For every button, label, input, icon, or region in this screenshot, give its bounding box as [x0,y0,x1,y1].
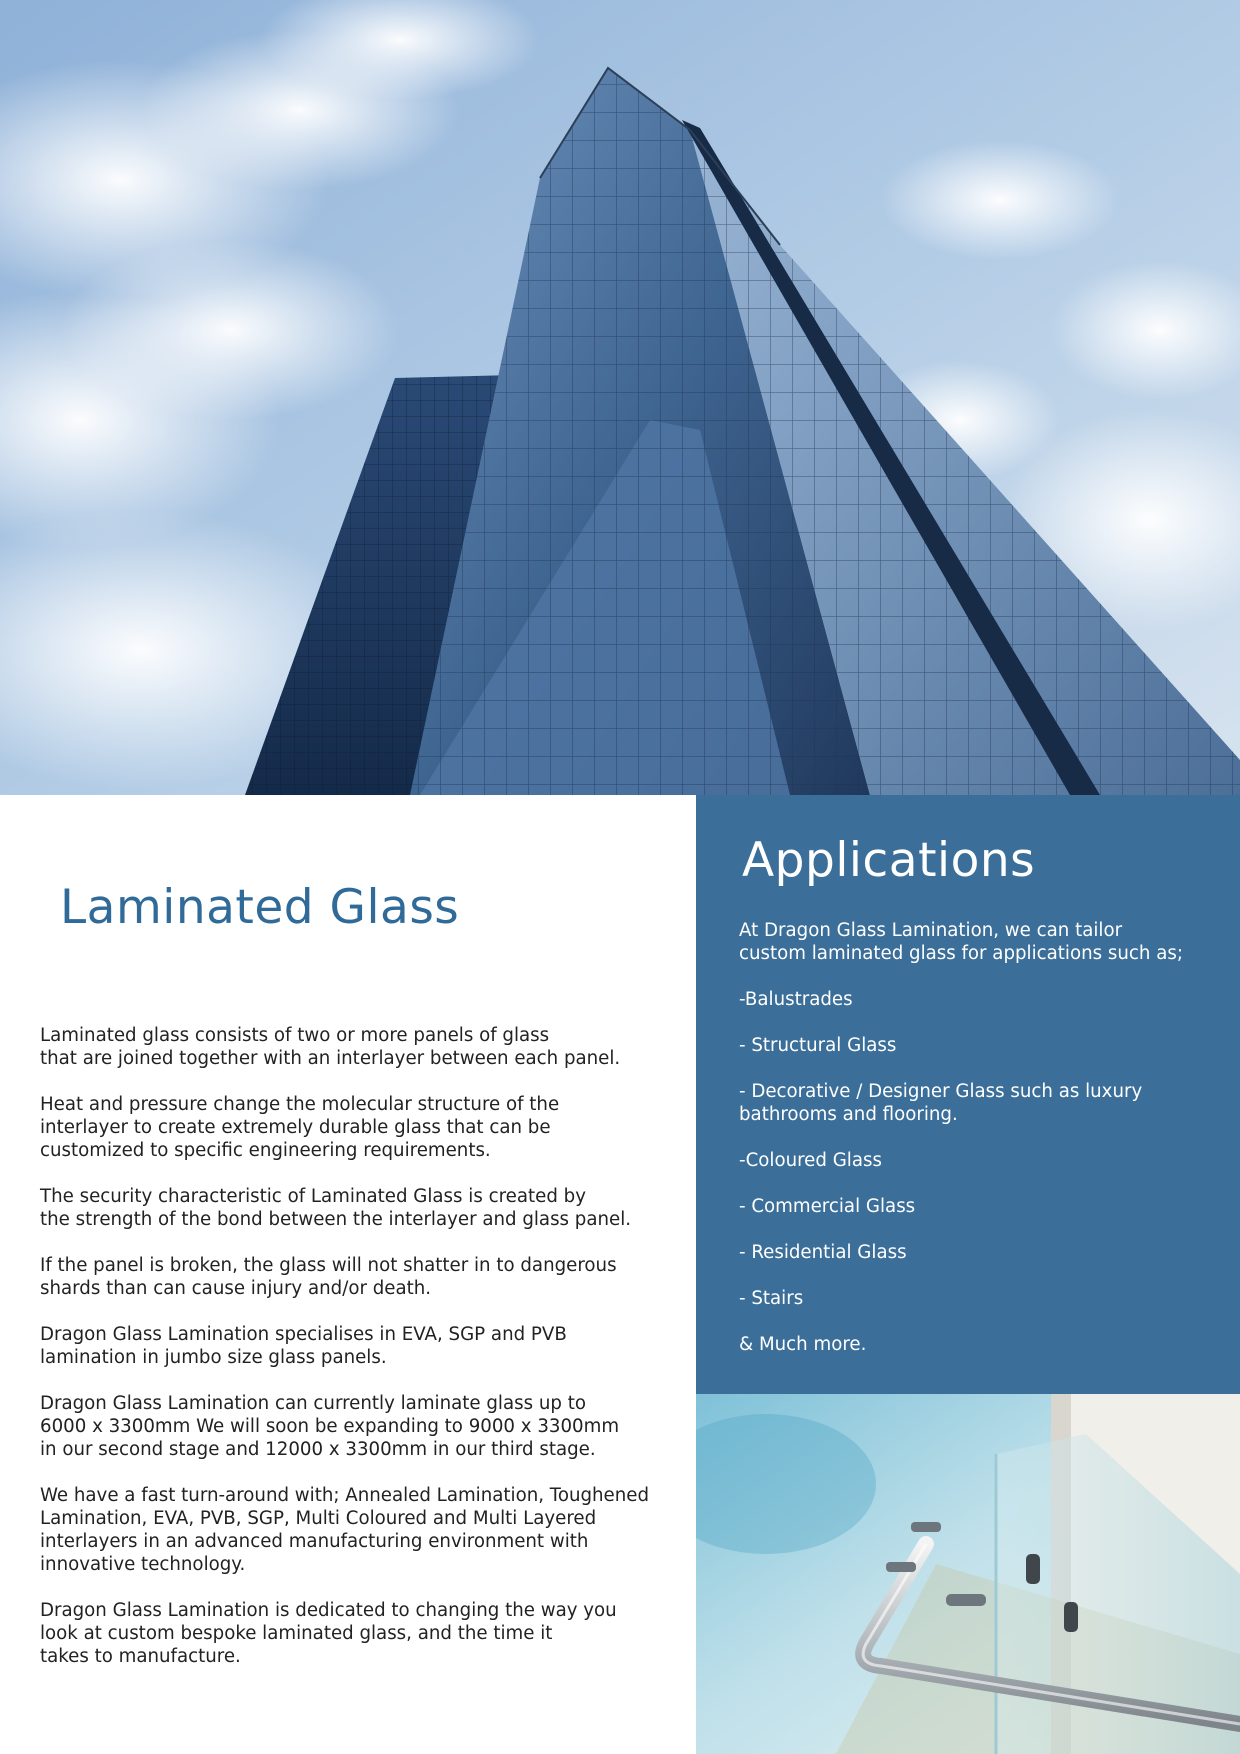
list-item: - Commercial Glass [739,1196,916,1217]
paragraph: If the panel is broken, the glass will not shatter in to dangerous shards than can cause injury and/or death. [40,1255,617,1299]
applications-panel [696,795,1240,1394]
applications-intro: At Dragon Glass Lamination, we can tailor custom laminated glass for applications such as; [739,920,1183,964]
list-item: - Decorative / Designer Glass such as luxury bathrooms and flooring. [739,1081,1143,1125]
applications-title: Applications [742,833,1036,888]
list-item: & Much more. [739,1334,867,1355]
skyscraper-illustration [0,0,1240,795]
paragraph: Heat and pressure change the molecular structure of the interlayer to create extremely durable glass that can be customized to specific engineering requirements. [40,1094,560,1161]
paragraph: Dragon Glass Lamination is dedicated to changing the way you look at custom bespoke laminated glass, and the time it takes to manufacture. [40,1600,617,1667]
paragraph: Dragon Glass Lamination can currently laminate glass up to 6000 x 3300mm We will soon be expanding to 9000 x 3300mm in our second stage and 12000 x 3300mm in our third stage. [40,1393,620,1460]
list-item: -Coloured Glass [739,1150,882,1171]
list-item: - Residential Glass [739,1242,907,1263]
list-item: - Structural Glass [739,1035,897,1056]
list-item: - Stairs [739,1288,804,1309]
hero-photo [0,0,1240,795]
paragraph: Dragon Glass Lamination specialises in EVA, SGP and PVB lamination in jumbo size glass panels. [40,1324,567,1368]
applications-list [739,988,1239,1379]
balustrade-photo [696,1394,1240,1754]
paragraph: The security characteristic of Laminated Glass is created by the strength of the bond between the interlayer and glass panel. [40,1186,632,1230]
paragraph: Laminated glass consists of two or more panels of glass that are joined together with an interlayer between each panel. [40,1025,621,1069]
body-text [40,1024,690,1691]
paragraph: We have a fast turn-around with; Annealed Lamination, Toughened Lamination, EVA, PVB, SGP, Multi Coloured and Multi Layered interlayers in an advanced manufacturing environment with innovative technology. [40,1485,650,1575]
balustrade-illustration [696,1394,1240,1754]
list-item: -Balustrades [739,989,853,1010]
page-title: Laminated Glass [60,880,460,935]
